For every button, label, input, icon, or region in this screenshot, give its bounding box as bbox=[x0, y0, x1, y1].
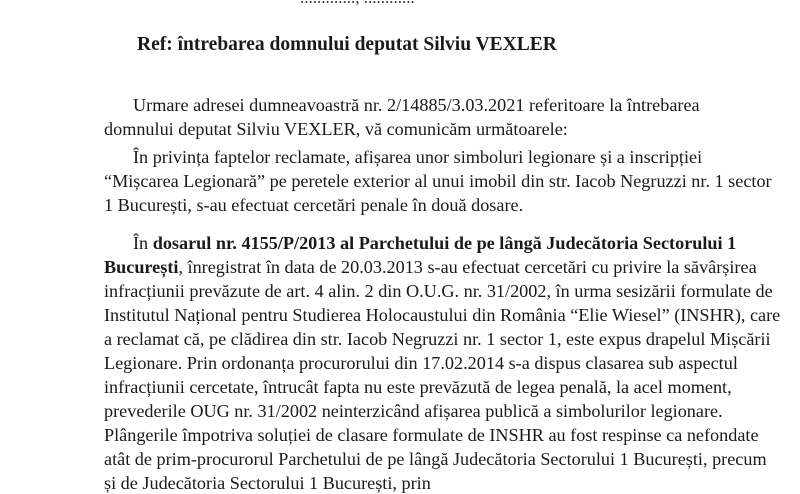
paragraph-3-line-3: infracțiunii prevăzute de art. 4 alin. 2 din O.U.G. nr. 31/2002, în urma sesizării formulate de bbox=[104, 281, 773, 301]
reference-heading: Ref: întrebarea domnului deputat Silviu VEXLER bbox=[137, 34, 557, 55]
case-file-city: București bbox=[104, 257, 179, 277]
paragraph-1-line-2: domnului deputat Silviu VEXLER, vă comunicăm următoarele: bbox=[104, 119, 568, 139]
paragraph-3-line-1 bbox=[133, 232, 737, 254]
paragraph-3-intro: În bbox=[133, 233, 153, 253]
cut-off-top-line bbox=[300, 0, 520, 5]
paragraph-3-line-9: Plângerile împotriva soluției de clasare formulate de INSHR au fost respinse ca nefondate bbox=[104, 425, 759, 445]
paragraph-3-line-5: a reclamat că, pe clădirea din str. Iacob Negruzzi nr. 1 sector 1, este expus drapelul Mișcării bbox=[104, 329, 771, 349]
paragraph-3-cut-bottom: și de Judecătoria Sectorului 1 București, prin bbox=[104, 473, 431, 493]
paragraph-3-line-10: atât de prim-procurorul Parchetului de pe lângă Judecătoria Sectorului 1 București, precum bbox=[104, 449, 767, 469]
paragraph-1-line-1: Urmare adresei dumneavoastră nr. 2/14885/3.03.2021 referitoare la întrebarea bbox=[133, 95, 700, 115]
paragraph-2-line-1: În privința faptelor reclamate, afișarea unor simboluri legionare și a inscripției bbox=[133, 147, 703, 167]
paragraph-3-line-2-text: , înregistrat în data de 20.03.2013 s-au efectuat cercetări cu privire la săvârșirea bbox=[178, 257, 757, 277]
case-file-reference: dosarul nr. 4155/P/2013 al Parchetului de pe lângă Judecătoria Sectorului 1 bbox=[152, 233, 737, 253]
paragraph-3-line-8: prevederile OUG nr. 31/2002 neinterzicând afișarea publică a simbolurilor legionare. bbox=[104, 401, 723, 421]
paragraph-3-line-7: infracțiunii cercetate, întrucât fapta nu este prevăzută de legea penală, la acel moment, bbox=[104, 377, 732, 397]
paragraph-2-line-2: “Mișcarea Legionară” pe peretele exterior al unui imobil din str. Iacob Negruzzi nr. 1 sector bbox=[104, 171, 772, 191]
paragraph-3-line-4: Institutul Național pentru Studierea Holocaustului din România “Elie Wiesel” (INSHR), care bbox=[104, 305, 781, 325]
paragraph-2-line-3: 1 București, s-au efectuat cercetări penale în două dosare. bbox=[104, 195, 524, 215]
paragraph-3-line-2 bbox=[104, 256, 757, 278]
paragraph-3-line-6: Legionare. Prin ordonanța procurorului din 17.02.2014 s-a dispus clasarea sub aspectul bbox=[104, 353, 738, 373]
